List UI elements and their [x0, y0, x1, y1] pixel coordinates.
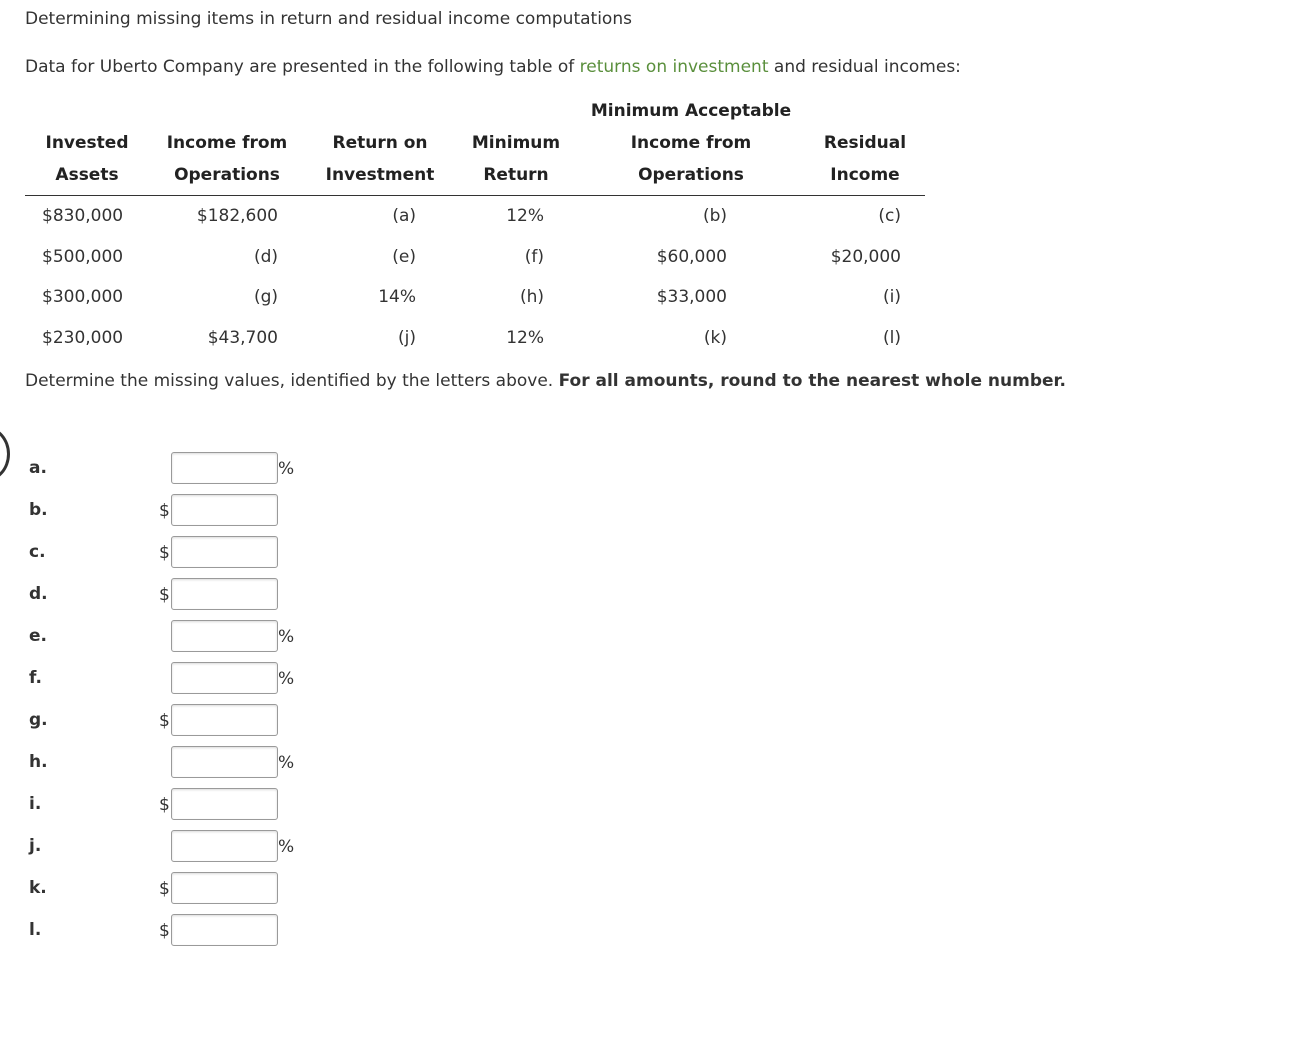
answer-input-k[interactable] [171, 872, 278, 904]
dollar-sign: $ [159, 543, 170, 563]
answer-label-k: k. [29, 878, 47, 898]
answer-label-c: c. [29, 542, 46, 562]
answer-label-i: i. [29, 794, 42, 814]
dollar-sign: $ [159, 585, 170, 605]
header-income-l2: Operations [174, 165, 280, 185]
table-cell: 12% [506, 328, 544, 348]
table-cell: (d) [253, 247, 278, 267]
table-cell: (h) [519, 287, 544, 307]
header-residual-l1: Residual [823, 133, 907, 153]
instructions-text: Determine the missing values, identified by the letters above. [25, 371, 559, 391]
header-min-acceptable: Minimum Acceptable [590, 101, 792, 121]
header-divider [25, 195, 925, 196]
table-cell: (a) [392, 206, 416, 226]
answer-label-l: l. [29, 920, 42, 940]
intro-text-after: and residual incomes: [768, 57, 961, 77]
answer-label-e: e. [29, 626, 47, 646]
percent-sign: % [278, 837, 295, 857]
percent-sign: % [278, 753, 295, 773]
header-min-income-l2: Operations [638, 165, 744, 185]
answer-label-d: d. [29, 584, 48, 604]
table-cell: (c) [878, 206, 901, 226]
dollar-sign: $ [159, 795, 170, 815]
percent-sign: % [278, 627, 295, 647]
percent-sign: % [278, 669, 295, 689]
percent-sign: % [278, 459, 295, 479]
answer-label-h: h. [29, 752, 48, 772]
table-cell: $500,000 [42, 247, 124, 267]
dollar-sign: $ [159, 921, 170, 941]
header-residual-l2: Income [830, 165, 900, 185]
page-title: Determining missing items in return and residual income computations [25, 9, 632, 29]
header-min-return-l2: Return [483, 165, 549, 185]
answer-input-a[interactable] [171, 452, 278, 484]
answer-input-f[interactable] [171, 662, 278, 694]
answer-input-g[interactable] [171, 704, 278, 736]
header-min-return-l1: Minimum [471, 133, 561, 153]
answer-label-g: g. [29, 710, 48, 730]
header-min-income-l1: Income from [630, 133, 752, 153]
table-cell: (f) [524, 247, 544, 267]
answer-label-j: j. [29, 836, 42, 856]
table-cell: $230,000 [42, 328, 124, 348]
header-income-l1: Income from [166, 133, 288, 153]
dollar-sign: $ [159, 711, 170, 731]
answer-input-l[interactable] [171, 914, 278, 946]
table-cell: (b) [702, 206, 727, 226]
table-cell: $182,600 [196, 206, 278, 226]
table-cell: 12% [506, 206, 544, 226]
table-cell: (e) [392, 247, 416, 267]
header-roi-l2: Investment [325, 165, 435, 185]
table-cell: (i) [883, 287, 901, 307]
table-cell: $300,000 [42, 287, 124, 307]
answer-input-c[interactable] [171, 536, 278, 568]
answer-input-d[interactable] [171, 578, 278, 610]
dollar-sign: $ [159, 501, 170, 521]
table-cell: (g) [253, 287, 278, 307]
dollar-sign: $ [159, 879, 170, 899]
header-invested-l2: Assets [55, 165, 119, 185]
answer-label-b: b. [29, 500, 48, 520]
table-cell: (l) [883, 328, 901, 348]
table-cell: (k) [703, 328, 727, 348]
answer-input-j[interactable] [171, 830, 278, 862]
answer-input-h[interactable] [171, 746, 278, 778]
header-roi-l1: Return on [332, 133, 428, 153]
intro-text-before: Data for Uberto Company are presented in the following table of [25, 57, 580, 77]
answer-input-b[interactable] [171, 494, 278, 526]
table-cell: $20,000 [830, 247, 901, 267]
table-cell: (j) [398, 328, 416, 348]
table-cell: $60,000 [656, 247, 727, 267]
answer-label-f: f. [29, 668, 42, 688]
header-invested-l1: Invested [45, 133, 129, 153]
table-cell: 14% [378, 287, 416, 307]
answer-label-a: a. [29, 458, 47, 478]
question-marker-circle [0, 426, 10, 482]
returns-on-investment-link[interactable]: returns on investment [579, 57, 769, 77]
table-cell: $33,000 [656, 287, 727, 307]
table-cell: $43,700 [207, 328, 278, 348]
instructions-bold: For all amounts, round to the nearest whole number. [558, 371, 1066, 391]
intro-text [25, 57, 961, 77]
table-cell: $830,000 [42, 206, 124, 226]
instructions [25, 371, 1066, 391]
answer-input-e[interactable] [171, 620, 278, 652]
answer-input-i[interactable] [171, 788, 278, 820]
